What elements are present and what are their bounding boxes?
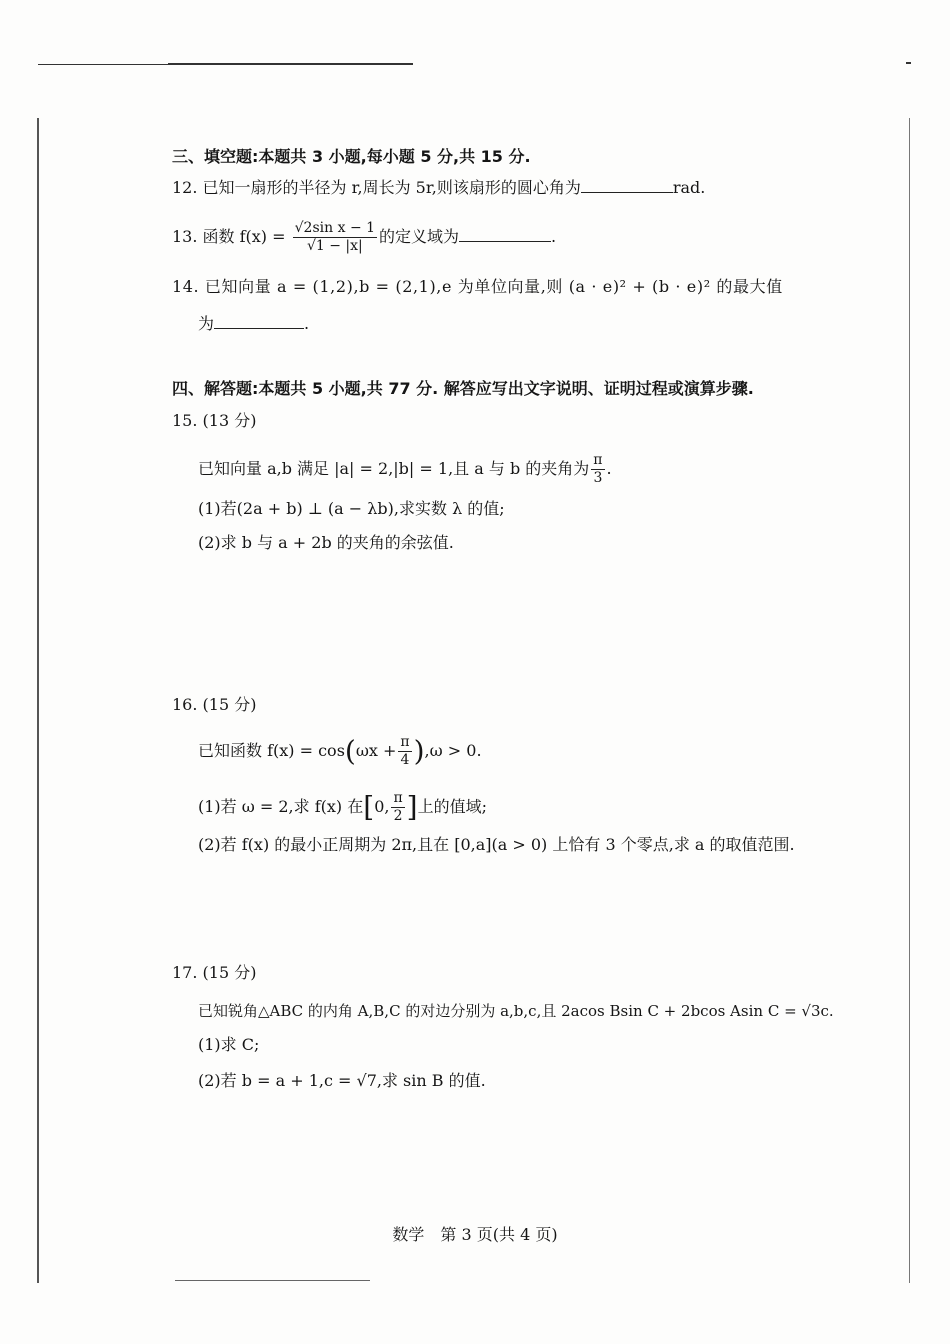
- q15-stem-text: 已知向量 a,b 满足 |a| = 2,|b| = 1,且 a 与 b 的夹角为: [198, 459, 590, 478]
- q13-answer-blank: [459, 225, 551, 242]
- q16-title: 16. (15 分): [172, 695, 257, 714]
- q15-angle-den: 3: [593, 470, 603, 486]
- scan-bottom-line: [175, 1280, 370, 1281]
- q16-stem-text: 已知函数 f(x) = cos: [198, 741, 345, 760]
- q16-left-bracket: [: [363, 790, 375, 824]
- q16-interval-num: π: [393, 790, 403, 806]
- q16-phase-num: π: [400, 734, 410, 750]
- q13-text: 13. 函数 f(x) =: [172, 227, 286, 246]
- scan-left-edge: [37, 118, 39, 1283]
- q16-part2: (2)若 f(x) 的最小正周期为 2π,且在 [0,a](a > 0) 上恰有 3 个零点,求 a 的取值范围.: [198, 835, 795, 854]
- q13-denominator: √1 − |x|: [306, 238, 363, 254]
- page-footer: 数学 第 3 页(共 4 页): [392, 1225, 558, 1244]
- q14-end: .: [304, 314, 310, 333]
- question-14-cont: [198, 312, 309, 335]
- q13-numerator: √2sin x − 1: [294, 220, 376, 236]
- scan-corner-mark: [906, 62, 911, 64]
- scan-top-line-left: [38, 64, 168, 65]
- q15-stem: [198, 452, 612, 487]
- q15-stem-end: .: [606, 459, 612, 478]
- q16-p1-text: (1)若 ω = 2,求 f(x) 在: [198, 797, 364, 816]
- q16-phase-den: 4: [400, 752, 410, 768]
- q16-stem-inner: ωx +: [355, 741, 397, 760]
- q17-stem: 已知锐角△ABC 的内角 A,B,C 的对边分别为 a,b,c,且 2acos Bsin C + 2bcos Asin C = √3c.: [198, 1002, 834, 1020]
- q15-angle-fraction: [591, 452, 604, 487]
- question-14: 14. 已知向量 a = (1,2),b = (2,1),e 为单位向量,则 (a · e)² + (b · e)² 的最大值: [172, 277, 783, 296]
- q16-interval-fraction: [391, 790, 404, 825]
- q12-answer-blank: [581, 176, 673, 193]
- q16-right-paren: ): [413, 734, 425, 768]
- q16-stem-end: ,ω > 0.: [424, 741, 482, 760]
- q15-angle-num: π: [593, 452, 603, 468]
- scan-top-line-mid: [168, 63, 413, 65]
- q14-text-b: 为: [198, 314, 215, 333]
- q15-title: 15. (13 分): [172, 411, 257, 430]
- q17-title: 17. (15 分): [172, 963, 257, 982]
- q12-text: 12. 已知一扇形的半径为 r,周长为 5r,则该扇形的圆心角为: [172, 178, 581, 197]
- q16-p1-inner: 0,: [374, 797, 390, 816]
- q16-phase-fraction: [398, 734, 411, 769]
- q17-part1: (1)求 C;: [198, 1035, 260, 1054]
- question-13: [172, 220, 556, 255]
- q16-interval-den: 2: [393, 808, 403, 824]
- q16-stem: [198, 734, 482, 769]
- scan-right-edge: [909, 118, 910, 1283]
- q13-text-b: 的定义域为: [379, 227, 460, 246]
- section3-heading: 三、填空题:本题共 3 小题,每小题 5 分,共 15 分.: [172, 147, 531, 166]
- q14-answer-blank: [214, 312, 304, 329]
- q12-unit: rad.: [672, 178, 706, 197]
- q13-fraction: [293, 220, 377, 255]
- q16-left-paren: (: [344, 734, 356, 768]
- q15-part1: (1)若(2a + b) ⊥ (a − λb),求实数 λ 的值;: [198, 499, 505, 518]
- section4-heading: 四、解答题:本题共 5 小题,共 77 分. 解答应写出文字说明、证明过程或演算步骤.: [172, 379, 754, 398]
- q15-part2: (2)求 b 与 a + 2b 的夹角的余弦值.: [198, 533, 454, 552]
- q13-end: .: [551, 227, 557, 246]
- q16-p1-end: 上的值域;: [417, 797, 487, 816]
- q16-right-bracket: ]: [406, 790, 418, 824]
- q17-part2: (2)若 b = a + 1,c = √7,求 sin B 的值.: [198, 1071, 486, 1090]
- q16-part1: [198, 790, 487, 825]
- question-12: [172, 176, 705, 199]
